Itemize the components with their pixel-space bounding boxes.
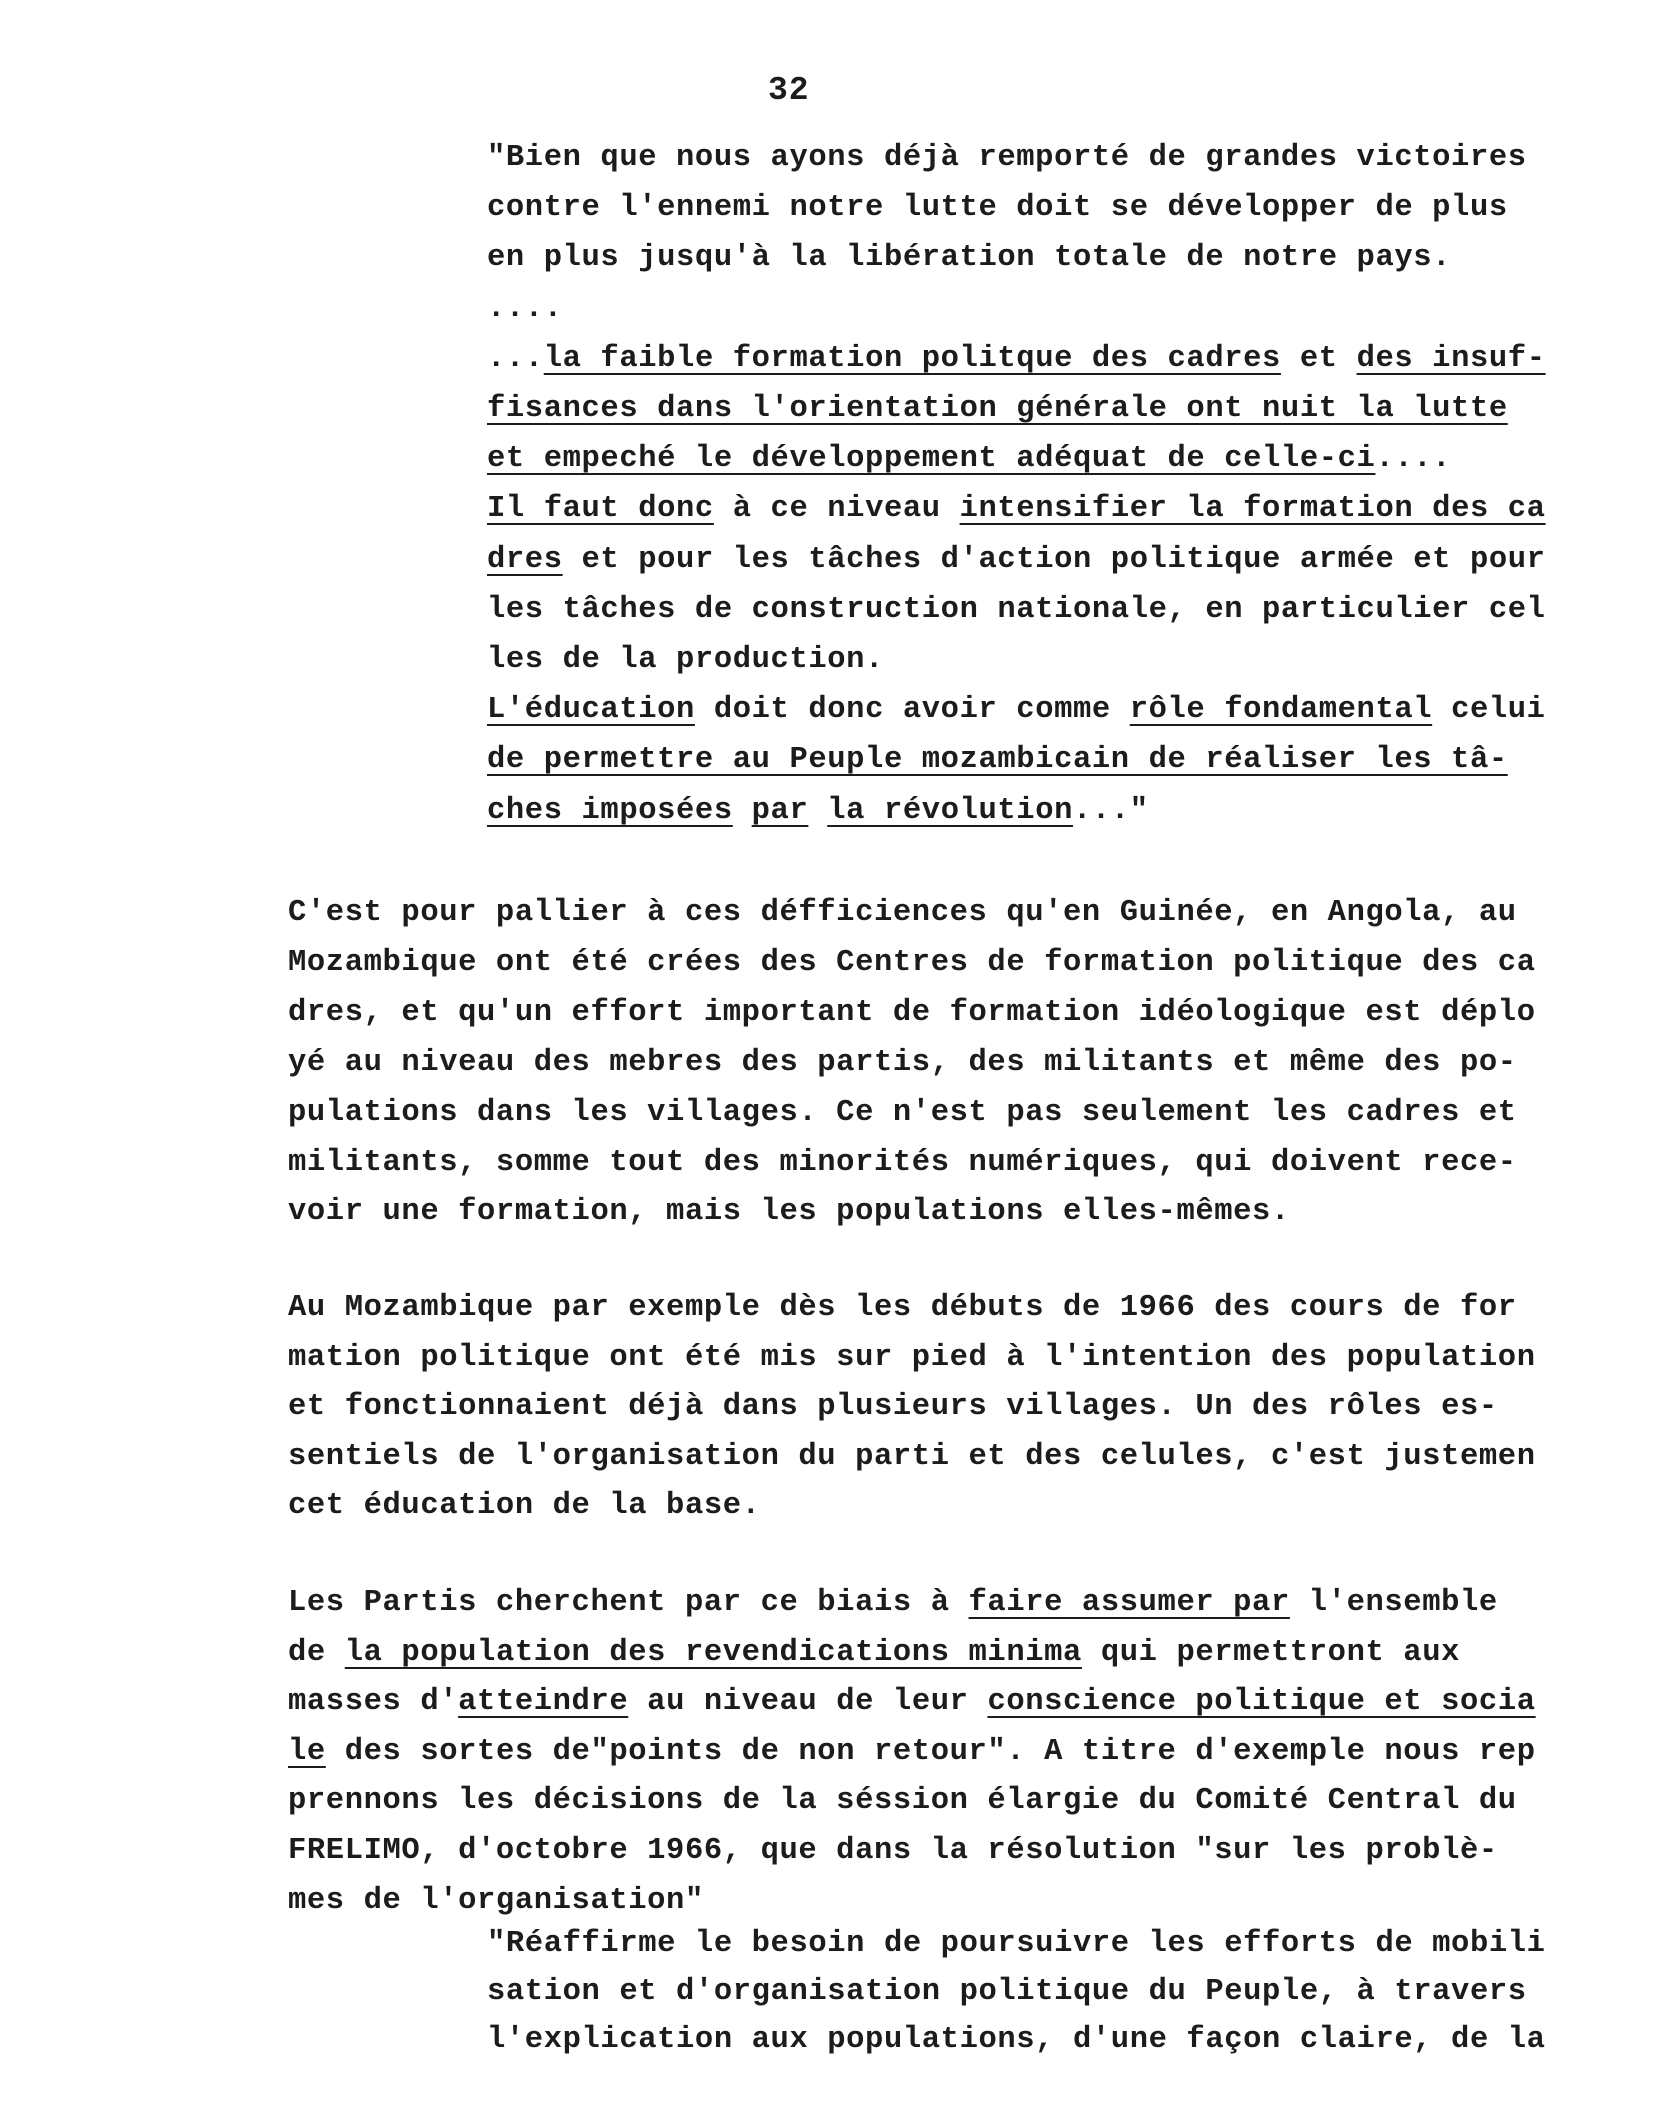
quote-2-line: sation et d'organisation politique du Peuple, à travers <box>487 1975 1527 2009</box>
text-segment: Les Partis cherchent par ce biais à <box>288 1586 969 1620</box>
text-segment: l'ensemble <box>1289 1586 1498 1620</box>
text-segment <box>808 794 827 828</box>
paragraph-1-line: C'est pour pallier à ces défficiences qu'en Guinée, en Angola, au <box>288 896 1517 930</box>
underlined-text: conscience politique et socia <box>987 1685 1536 1720</box>
text-segment: celui <box>1432 693 1546 728</box>
underlined-text: dres <box>487 542 563 577</box>
text-segment: et <box>1280 341 1357 376</box>
text-segment <box>733 794 752 828</box>
text-segment: doit donc avoir comme <box>694 693 1130 728</box>
text-segment: au niveau de leur <box>628 1685 988 1720</box>
underlined-text: ches imposées <box>487 793 733 828</box>
quote-1-line: en plus jusqu'à la libération totale de notre pays. <box>487 241 1452 276</box>
underlined-text: la révolution <box>827 793 1074 828</box>
underlined-text: fisances dans l'orientation générale ont nuit la lutte <box>487 392 1508 426</box>
quote-1-line <box>487 389 1508 429</box>
paragraph-1-line: militants, somme tout des minorités numériques, qui doivent rece- <box>288 1145 1517 1180</box>
text-segment: à ce niveau <box>713 492 960 527</box>
underlined-text: des insuf- <box>1356 341 1546 376</box>
underlined-text: de permettre au Peuple mozambicain de réaliser les tâ- <box>487 743 1508 778</box>
underlined-text: la population des revendications minima <box>344 1635 1082 1670</box>
quote-1-line: "Bien que nous ayons déjà remporté de grandes victoires <box>487 141 1527 175</box>
quote-1-line: contre l'ennemi notre lutte doit se développer de plus <box>487 191 1508 226</box>
text-segment: des sortes de"points de non retour". A titre d'exemple nous rep <box>325 1734 1536 1769</box>
quote-2-line: l'explication aux populations, d'une façon claire, de la <box>487 2023 1546 2057</box>
paragraph-3-line <box>288 1682 1536 1722</box>
paragraph-1-line: pulations dans les villages. Ce n'est pas seulement les cadres et <box>288 1095 1517 1130</box>
paragraph-1-line: yé au niveau des mebres des partis, des militants et même des po- <box>288 1045 1517 1080</box>
paragraph-1-line: voir une formation, mais les populations elles-mêmes. <box>288 1195 1290 1230</box>
underlined-text: Il faut donc <box>487 492 714 527</box>
quote-1-line <box>487 740 1508 780</box>
underlined-text: intensifier la formation des ca <box>959 492 1546 527</box>
underlined-text: atteindre <box>458 1685 629 1720</box>
paragraph-3-line: mes de l'organisation" <box>288 1883 704 1918</box>
text-segment: .... <box>1375 442 1452 477</box>
paragraph-3-line: FRELIMO, d'octobre 1966, que dans la résolution "sur les problè- <box>288 1834 1498 1868</box>
paragraph-1-line: dres, et qu'un effort important de formation idéologique est déplo <box>288 995 1536 1030</box>
quote-1-line: les de la production. <box>487 643 884 677</box>
underlined-text: le <box>288 1734 326 1769</box>
paragraph-3-line <box>288 1633 1460 1673</box>
underlined-text: et empeché le développement adéquat de celle-ci <box>487 442 1376 477</box>
text-segment: qui permettront aux <box>1081 1635 1460 1670</box>
text-segment: de <box>288 1635 345 1670</box>
paragraph-2-line: Au Mozambique par exemple dès les débuts de 1966 des cours de for <box>288 1291 1517 1325</box>
page-number: 32 <box>768 72 810 109</box>
underlined-text: par <box>751 793 809 828</box>
underlined-text: la faible formation politque des cadres <box>543 341 1281 376</box>
underlined-text: L'éducation <box>487 693 695 728</box>
quote-1-line <box>487 439 1451 479</box>
quote-1-line <box>487 791 1149 831</box>
quote-1-line <box>487 489 1546 529</box>
paragraph-2-line: cet éducation de la base. <box>288 1489 761 1523</box>
text-segment: et pour les tâches d'action politique armée et pour <box>562 542 1546 577</box>
text-segment: ... <box>487 341 544 376</box>
paragraph-2-line: sentiels de l'organisation du parti et des celules, c'est justemen <box>288 1439 1536 1474</box>
quote-1-line: les tâches de construction nationale, en particulier cel <box>487 592 1546 627</box>
paragraph-3-line <box>288 1732 1536 1772</box>
quote-1-line <box>487 690 1546 730</box>
paragraph-3-line <box>288 1583 1498 1623</box>
text-segment: ..." <box>1073 793 1149 828</box>
paragraph-2-line: mation politique ont été mis sur pied à l'intention des population <box>288 1340 1536 1375</box>
quote-2-line: "Réaffirme le besoin de poursuivre les efforts de mobili <box>487 1927 1546 1961</box>
quote-1-line <box>487 540 1546 580</box>
paragraph-3-line: prennons les décisions de la séssion élargie du Comité Central du <box>288 1784 1517 1819</box>
quote-1-line <box>487 339 1546 379</box>
underlined-text: rôle fondamental <box>1129 693 1433 728</box>
text-segment: masses d' <box>288 1685 459 1720</box>
underlined-text: faire assumer par <box>968 1586 1290 1620</box>
paragraph-2-line: et fonctionnaient déjà dans plusieurs villages. Un des rôles es- <box>288 1390 1498 1424</box>
paragraph-1-line: Mozambique ont été crées des Centres de formation politique des ca <box>288 945 1536 980</box>
quote-1-line: .... <box>487 291 563 326</box>
